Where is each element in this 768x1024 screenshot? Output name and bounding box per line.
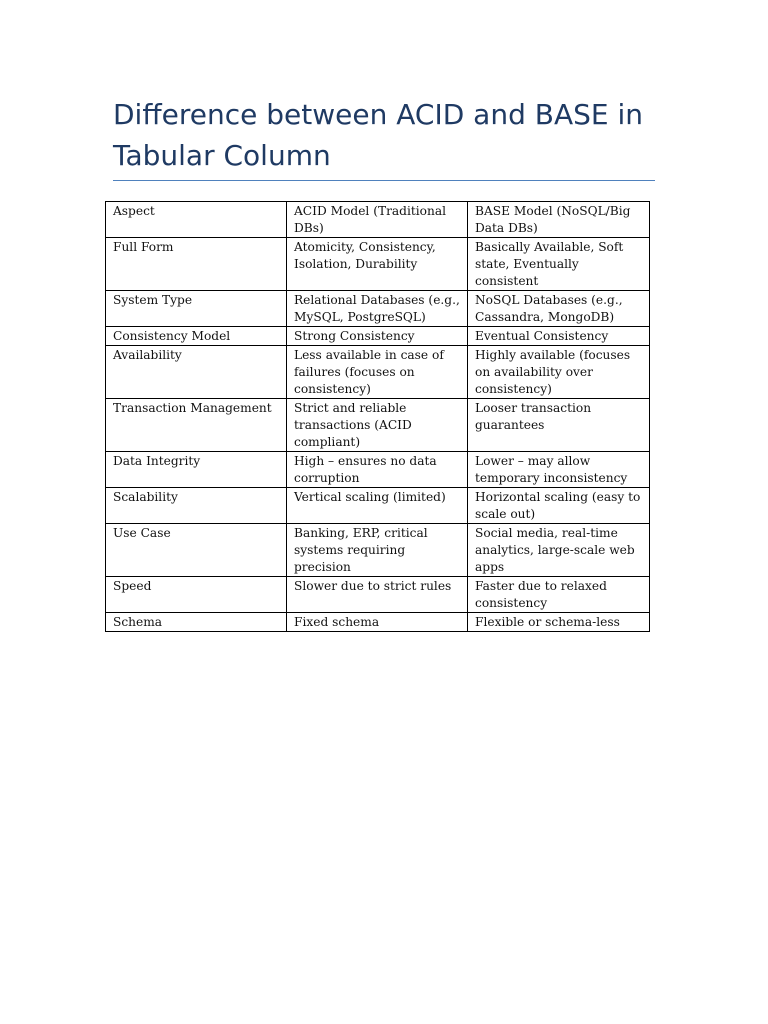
- base-cell: Eventual Consistency: [468, 327, 650, 346]
- table-row: [106, 452, 650, 488]
- title-underline: [113, 180, 655, 181]
- table-row: [106, 399, 650, 452]
- document-title: Difference between ACID and BASE in Tabular Column: [113, 98, 643, 172]
- base-cell: Horizontal scaling (easy to scale out): [468, 488, 650, 524]
- base-cell: NoSQL Databases (e.g., Cassandra, MongoDB): [468, 291, 650, 327]
- base-cell: Faster due to relaxed consistency: [468, 577, 650, 613]
- aspect-cell: Availability: [106, 346, 287, 399]
- acid-cell: Less available in case of failures (focuses on consistency): [287, 346, 468, 399]
- acid-cell: Strict and reliable transactions (ACID compliant): [287, 399, 468, 452]
- acid-cell: Banking, ERP, critical systems requiring precision: [287, 524, 468, 577]
- table-row: [106, 613, 650, 632]
- aspect-cell: Full Form: [106, 238, 287, 291]
- base-cell: Flexible or schema-less: [468, 613, 650, 632]
- table-row: [106, 524, 650, 577]
- table-row: [106, 488, 650, 524]
- aspect-cell: Speed: [106, 577, 287, 613]
- acid-cell: High – ensures no data corruption: [287, 452, 468, 488]
- aspect-cell: System Type: [106, 291, 287, 327]
- aspect-cell: Scalability: [106, 488, 287, 524]
- table-row: [106, 346, 650, 399]
- aspect-cell: Use Case: [106, 524, 287, 577]
- aspect-cell: Schema: [106, 613, 287, 632]
- acid-cell: Relational Databases (e.g., MySQL, PostgreSQL): [287, 291, 468, 327]
- acid-cell: Fixed schema: [287, 613, 468, 632]
- aspect-cell: Aspect: [106, 202, 287, 238]
- table-row: [106, 202, 650, 238]
- table-row: [106, 291, 650, 327]
- base-cell: Basically Available, Soft state, Eventually consistent: [468, 238, 650, 291]
- acid-cell: Strong Consistency: [287, 327, 468, 346]
- base-cell: Highly available (focuses on availability over consistency): [468, 346, 650, 399]
- aspect-cell: Data Integrity: [106, 452, 287, 488]
- aspect-cell: Transaction Management: [106, 399, 287, 452]
- acid-cell: Slower due to strict rules: [287, 577, 468, 613]
- table-row: [106, 577, 650, 613]
- base-cell: Looser transaction guarantees: [468, 399, 650, 452]
- table-row: [106, 327, 650, 346]
- acid-cell: Vertical scaling (limited): [287, 488, 468, 524]
- base-cell: BASE Model (NoSQL/Big Data DBs): [468, 202, 650, 238]
- comparison-table: [105, 201, 650, 632]
- aspect-cell: Consistency Model: [106, 327, 287, 346]
- base-cell: Social media, real-time analytics, large-scale web apps: [468, 524, 650, 577]
- table-row: [106, 238, 650, 291]
- acid-cell: ACID Model (Traditional DBs): [287, 202, 468, 238]
- acid-cell: Atomicity, Consistency, Isolation, Durability: [287, 238, 468, 291]
- base-cell: Lower – may allow temporary inconsistency: [468, 452, 650, 488]
